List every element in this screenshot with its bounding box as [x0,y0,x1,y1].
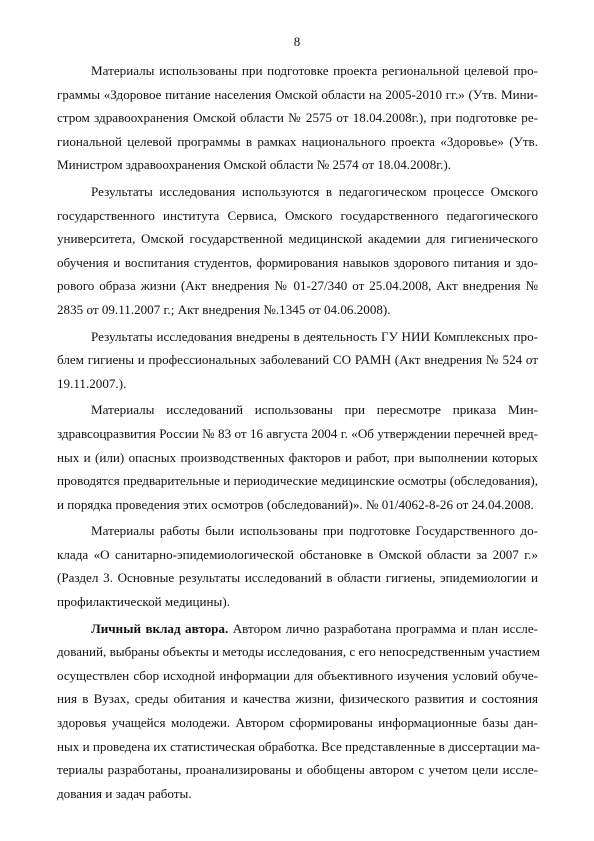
text-line: 19.11.2007.). [57,375,127,391]
text-line [57,617,538,641]
text-run: Автором лично разработана программа и план иссле- [228,620,538,636]
text-line: клада «О санитарно-эпидемиологической обстановке в Омской области за 2007 г.» [57,546,538,562]
text-line: 2835 от 09.11.2007 г.; Акт внедрения №.1345 от 04.06.2008). [57,301,391,317]
paragraph-implementation-program [57,59,538,177]
paragraph-ministry-order [57,398,538,516]
text-line: гиональной целевой программы в рамках национального проекта «Здоровье» (Утв. [57,133,538,149]
text-line: проводятся предварительные и периодические медицинские осмотры (обследования), [57,473,538,489]
text-line: рового образа жизни (Акт внедрения № 01-27/340 от 25.04.2008, Акт внедрения № [57,278,538,294]
text-line: осуществлен сбор исходной информации для объективного изучения условий обуче- [57,667,538,683]
paragraph-author-contribution [57,617,541,806]
text-line: Материалы исследований использованы при пересмотре приказа Мин- [91,402,538,418]
text-line: ных и (или) опасных производственных факторов и работ, при выполнении которых [57,449,538,465]
text-line: дований, выбраны объекты и методы исследования, с его непосредственным участием [57,644,540,660]
document-body [57,59,541,808]
text-line: обучения и воспитания студентов, формирования навыков здорового питания и здо- [57,254,538,270]
text-line: териалы разработаны, проанализированы и обобщены автором с учетом цели иссле- [57,762,538,778]
text-line: университета, Омской государственной медицинской академии для гигиенического [57,231,538,247]
paragraph-research-institute [57,325,538,396]
paragraph-pedagogical-use [57,180,538,322]
text-line: (Раздел 3. Основные результаты исследований в области гигиены, эпидемиологии и [57,570,538,586]
text-line: профилактической медицины). [57,594,230,610]
text-line: дования и задач работы. [57,785,192,801]
text-line: Результаты исследования используются в педагогическом процессе Омского [91,183,538,199]
page-number: 8 [293,34,301,49]
text-line: здоровья учащейся молодежи. Автором сформированы информационные базы дан- [57,715,538,731]
paragraph-state-report [57,519,538,613]
author-contribution-heading: Личный вклад автора. [91,620,229,636]
text-line: ных и проведена их статистическая обработка. Все представленные в диссертации ма- [57,738,541,754]
text-line: Материалы использованы при подготовке проекта региональной целевой про- [91,63,538,78]
text-line: стром здравоохранения Омской области № 2575 от 18.04.2008г.), при подготовке ре- [57,110,538,126]
text-line: Материалы работы были использованы при подготовке Государственного до- [91,523,538,539]
text-line: и порядка проведения этих осмотров (обследований)». № 01/4062-8-26 от 24.04.2008. [57,496,534,512]
text-line: граммы «Здоровое питание населения Омской области на 2005-2010 гг.» (Утв. Мини- [57,86,538,102]
text-line: ния в Вузах, среды обитания и качества жизни, физического развития и состояния [57,691,538,707]
text-line: Результаты исследования внедрены в деятельность ГУ НИИ Комплексных про- [91,328,538,344]
text-line: здравсоцразвития России № 83 от 16 августа 2004 г. «Об утверждении перечней вред- [57,425,538,441]
text-line: блем гигиены и профессиональных заболеваний СО РАМН (Акт внедрения № 524 от [57,352,538,368]
text-line: Министром здравоохранения Омской области № 2574 от 18.04.2008г.). [57,157,452,173]
text-line: государственного института Сервиса, Омского государственного педагогического [57,207,538,223]
